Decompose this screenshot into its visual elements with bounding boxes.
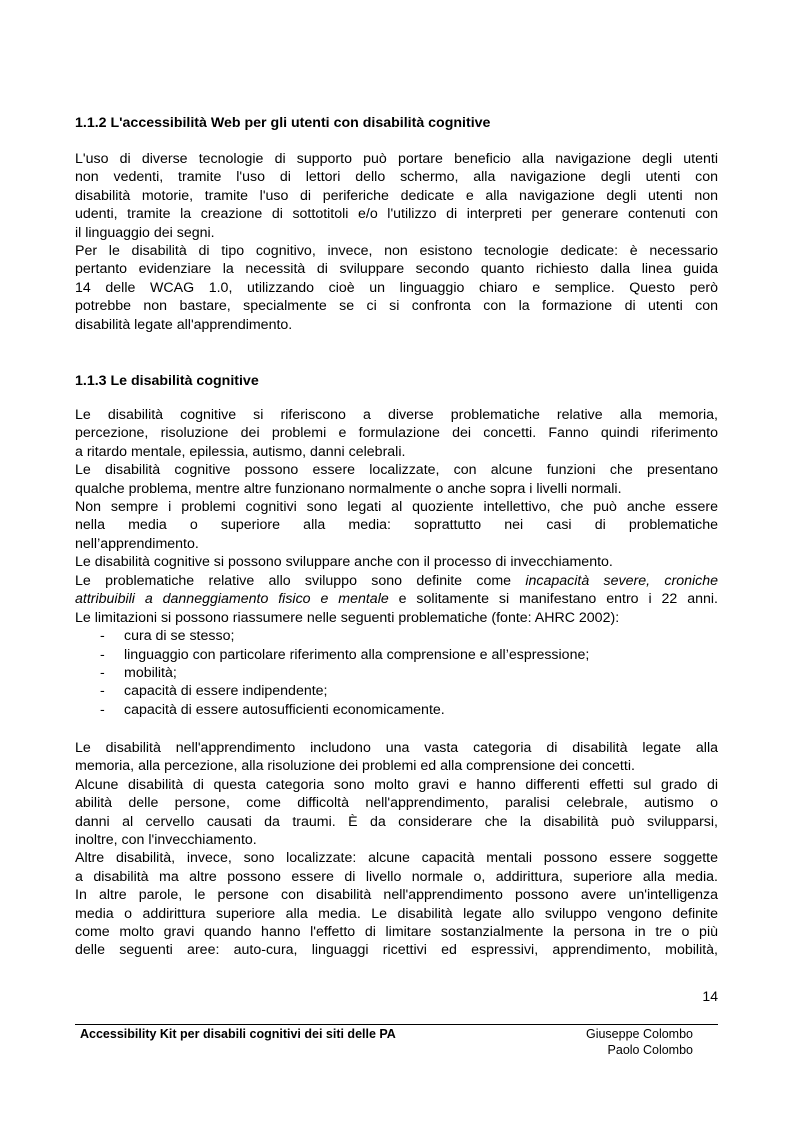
paragraph-line: pertanto evidenziare la necessità di sviluppare secondo quanto richiesto dalla linea guida [75,261,718,278]
footer-document-title: Accessibility Kit per disabili cognitivi dei siti delle PA [80,1027,396,1041]
list-item: capacità di essere autosufficienti economicamente. [124,701,445,718]
paragraph-line: Alcune disabilità di questa categoria sono molto gravi e hanno differenti effetti sul grado di [75,776,718,793]
paragraph-line: inoltre, con l'invecchiamento. [75,832,257,848]
list-item: linguaggio con particolare riferimento alla comprensione e all’espressione; [124,646,590,663]
footer-author-2: Paolo Colombo [607,1043,693,1057]
paragraph-line: il linguaggio dei segni. [75,224,215,241]
list-bullet-marker: - [100,628,105,645]
paragraph-line-italic-2: attribuibili a danneggiamento fisico e mentale e solitamente si manifestano entro i 22 anni. [75,591,718,608]
paragraph-line: 14 delle WCAG 1.0, utilizzando cioè un linguaggio chiaro e semplice. Questo però [75,279,718,296]
paragraph-line: nell’apprendimento. [75,535,199,552]
paragraph-line-italic-1: Le problematiche relative allo sviluppo sono definite come incapacità severe, croniche [75,573,719,589]
section-heading-1-1-2: 1.1.2 L'accessibilità Web per gli utenti con disabilità cognitive [75,115,491,131]
paragraph-line: memoria, alla percezione, alla risoluzione dei problemi ed alla comprensione dei concetti. [75,758,635,775]
paragraph-line: nella media o superiore alla media: soprattutto nei casi di problematiche [75,517,718,534]
list-bullet-marker: - [100,701,105,718]
paragraph-line: udenti, tramite la creazione di sottotitoli e/o l'utilizzo di interpreti per generare contenuti con [75,206,718,223]
paragraph-line: percezione, risoluzione dei problemi e formulazione dei concetti. Fanno quindi riferimento [75,425,718,442]
paragraph-line: Le disabilità cognitive si possono sviluppare anche con il processo di invecchiamento. [75,554,613,571]
list-bullet-marker: - [100,683,105,700]
footer-author-1: Giuseppe Colombo [585,1027,693,1041]
paragraph-line: Le disabilità cognitive possono essere localizzate, con alcune funzioni che presentano [75,462,718,479]
paragraph-line: Le disabilità cognitive si riferiscono a diverse problematiche relative alla memoria, [75,407,718,423]
paragraph-line: a disabilità ma altre possono essere di livello normale o, addirittura, superiore alla media. [75,868,718,885]
page-number: 14 [702,988,718,1004]
paragraph-line: Le disabilità nell'apprendimento includono una vasta categoria di disabilità legate alla [75,740,718,756]
paragraph-line: abilità delle persone, come difficoltà nell'apprendimento, paralisi celebrale, autismo o [75,795,718,812]
paragraph-line: delle seguenti aree: auto-cura, linguaggi ricettivi ed espressivi, apprendimento, mobilità, [75,942,718,959]
paragraph-line: L'uso di diverse tecnologie di supporto può portare beneficio alla navigazione degli utenti [75,151,718,167]
paragraph-line: disabilità legate all'apprendimento. [75,316,293,333]
paragraph-line: danni al cervello causati da traumi. È da considerare che la disabilità può svilupparsi, [75,813,718,830]
paragraph-line: a ritardo mentale, epilessia, autismo, danni celebrali. [75,443,406,460]
list-item: cura di se stesso; [124,628,235,645]
section-heading-1-1-3: 1.1.3 Le disabilità cognitive [75,373,259,389]
list-item: capacità di essere indipendente; [124,683,328,700]
list-bullet-marker: - [100,665,105,681]
paragraph-line: qualche problema, mentre altre funzionano normalmente o anche sopra i livelli normali. [75,480,622,497]
paragraph-line: Per le disabilità di tipo cognitivo, invece, non esistono tecnologie dedicate: è necessario [75,243,718,259]
paragraph-line: non vedenti, tramite l'uso di lettori dello schermo, alla navigazione degli utenti con [75,169,718,186]
list-intro-line: Le limitazioni si possono riassumere nelle seguenti problematiche (fonte: AHRC 2002): [75,609,620,626]
paragraph-line: In altre parole, le persone con disabilità nell'apprendimento possono avere un'intelligenza [75,887,718,904]
paragraph-line: media o addirittura superiore alla media. Le disabilità legate allo sviluppo vengono definite [75,905,718,922]
paragraph-line: come molto gravi quando hanno l'effetto di limitare sostanzialmente la persona in tre o più [75,924,718,940]
footer-divider [75,1024,718,1025]
list-bullet-marker: - [100,646,105,663]
paragraph-line: potrebbe non bastare, specialmente se ci si confronta con la formazione di utenti con [75,298,718,315]
list-item: mobilità; [124,665,177,681]
paragraph-line: disabilità motorie, tramite l'uso di periferiche dedicate e alla navigazione degli utenti non [75,187,718,204]
paragraph-line: Non sempre i problemi cognitivi sono legati al quoziente intellettivo, che può anche essere [75,499,718,515]
paragraph-line: Altre disabilità, invece, sono localizzate: alcune capacità mentali possono essere soggette [75,850,718,867]
